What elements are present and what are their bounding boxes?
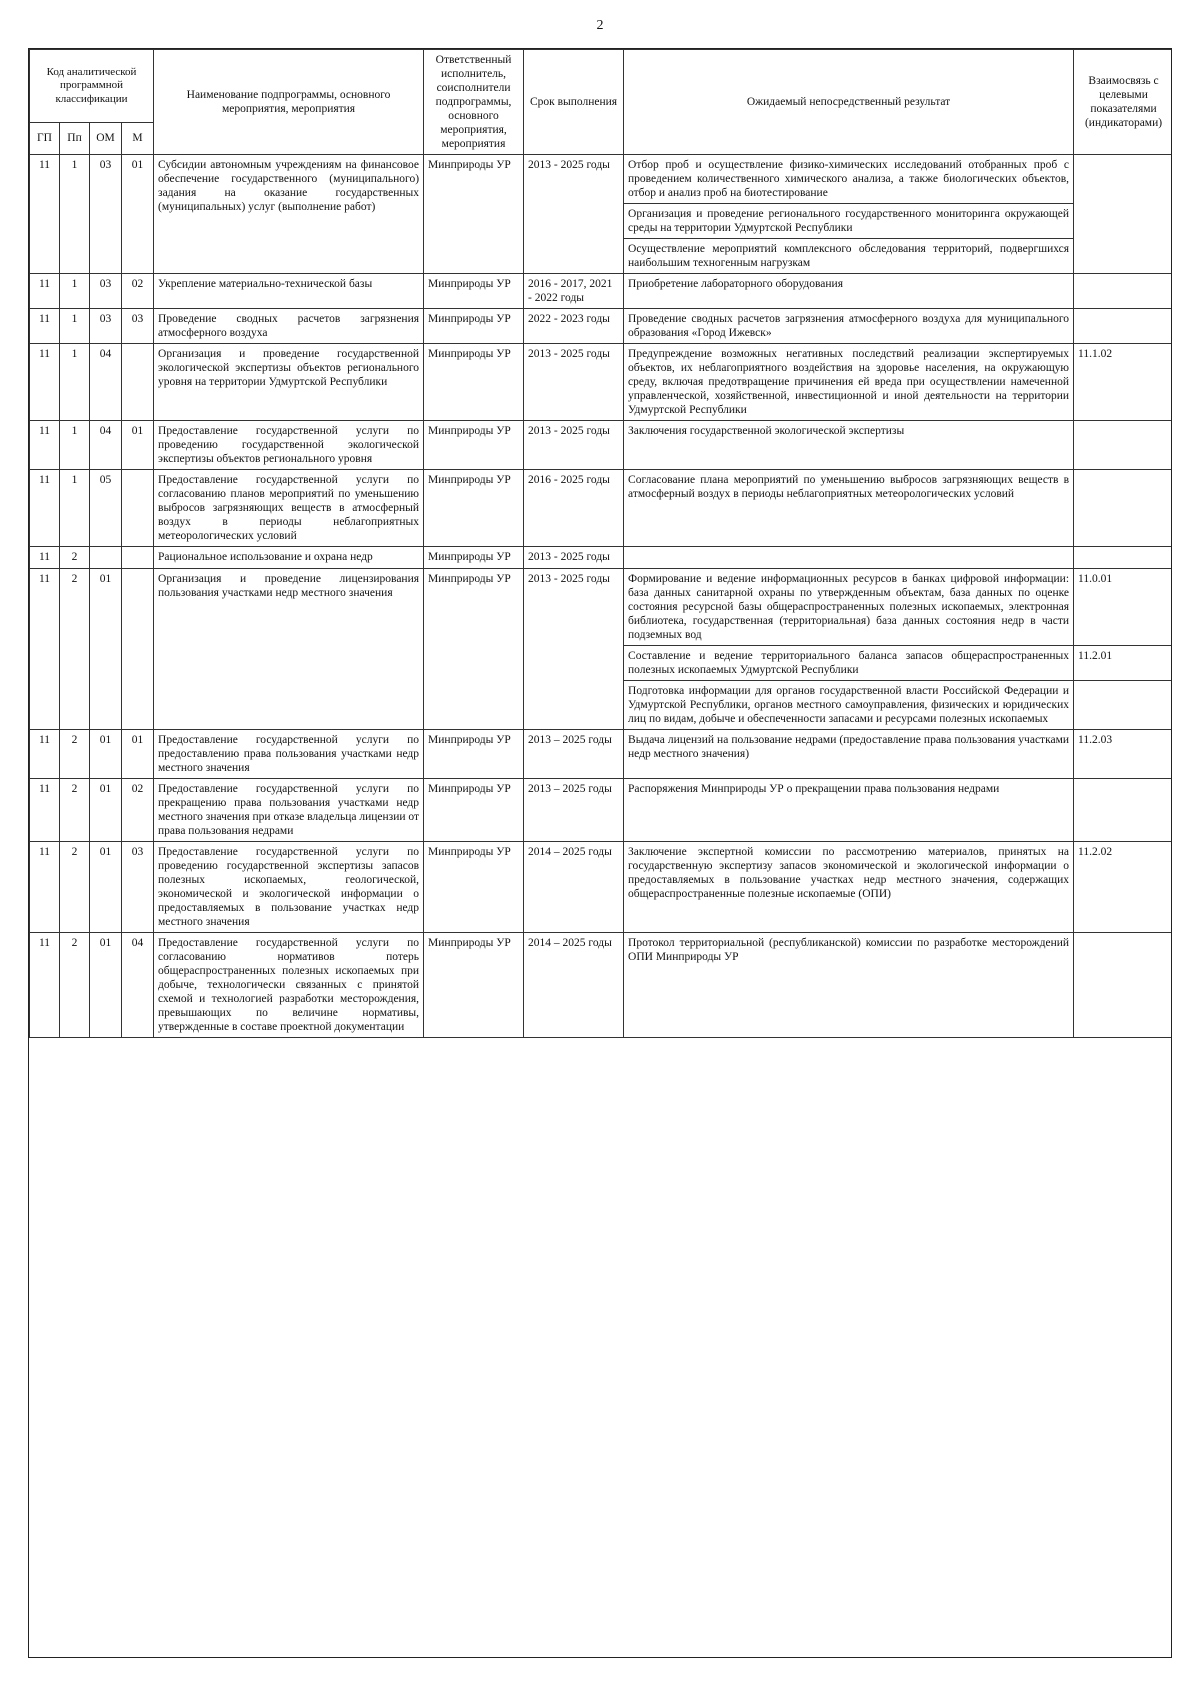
- cell-result: Проведение сводных расчетов загрязнения атмосферного воздуха для муниципального образования «Город Ижевск»: [624, 309, 1074, 344]
- cell-pp: 1: [60, 309, 90, 344]
- cell-indicator: [1074, 680, 1172, 729]
- cell-executor: Минприроды УР: [424, 841, 524, 932]
- cell-m: 02: [122, 274, 154, 309]
- cell-indicator: [1074, 778, 1172, 841]
- cell-om: 04: [90, 421, 122, 470]
- cell-period: 2016 - 2025 годы: [524, 470, 624, 547]
- cell-gp: 11: [30, 778, 60, 841]
- cell-pp: 2: [60, 729, 90, 778]
- table-row: [30, 568, 1173, 645]
- cell-executor: Минприроды УР: [424, 932, 524, 1037]
- header-result: Ожидаемый непосредственный результат: [624, 50, 1074, 155]
- cell-executor: Минприроды УР: [424, 274, 524, 309]
- cell-executor: Минприроды УР: [424, 729, 524, 778]
- table-row: [30, 421, 1173, 470]
- cell-pp: 2: [60, 841, 90, 932]
- cell-m: 03: [122, 309, 154, 344]
- cell-result: Подготовка информации для органов государственной власти Российской Федерации и Удмуртской Республики, органов местного самоуправления, физических и юридических лиц по видам, добыче и обеспеченности запасами и ресурсами полезных ископаемых: [624, 680, 1074, 729]
- cell-executor: Минприроды УР: [424, 309, 524, 344]
- cell-m: 02: [122, 778, 154, 841]
- cell-om: 03: [90, 309, 122, 344]
- cell-indicator: [1074, 309, 1172, 344]
- cell-om: 01: [90, 729, 122, 778]
- cell-indicator: [1074, 274, 1172, 309]
- cell-gp: 11: [30, 841, 60, 932]
- cell-m: 04: [122, 932, 154, 1037]
- cell-pp: 1: [60, 421, 90, 470]
- cell-name: Проведение сводных расчетов загрязнения атмосферного воздуха: [154, 309, 424, 344]
- cell-indicator: 11.1.02: [1074, 344, 1172, 421]
- cell-om: 05: [90, 470, 122, 547]
- cell-gp: 11: [30, 470, 60, 547]
- cell-gp: 11: [30, 547, 60, 568]
- table-row: [30, 932, 1173, 1037]
- cell-executor: Минприроды УР: [424, 547, 524, 568]
- header-gp: ГП: [30, 122, 60, 154]
- cell-name: Рациональное использование и охрана недр: [154, 547, 424, 568]
- cell-m: [122, 568, 154, 729]
- table-row: [30, 547, 1173, 568]
- table-row: [30, 841, 1173, 932]
- page-number: 2: [596, 18, 604, 33]
- cell-pp: 1: [60, 344, 90, 421]
- cell-gp: 11: [30, 568, 60, 729]
- cell-result: Заключения государственной экологической экспертизы: [624, 421, 1074, 470]
- cell-indicator: [1074, 421, 1172, 470]
- header-om: ОМ: [90, 122, 122, 154]
- cell-executor: Минприроды УР: [424, 344, 524, 421]
- cell-gp: 11: [30, 155, 60, 274]
- cell-om: 04: [90, 344, 122, 421]
- header-indicator: Взаимосвязь с целевыми показателями (индикаторами): [1074, 50, 1172, 155]
- cell-gp: 11: [30, 421, 60, 470]
- cell-pp: 2: [60, 932, 90, 1037]
- cell-period: 2022 - 2023 годы: [524, 309, 624, 344]
- cell-period: 2013 - 2025 годы: [524, 421, 624, 470]
- cell-name: Организация и проведение лицензирования пользования участками недр местного значения: [154, 568, 424, 729]
- cell-name: Субсидии автономным учреждениям на финансовое обеспечение государственного (муниципального) задания на оказание государственных (муниципальных) услуг (выполнение работ): [154, 155, 424, 274]
- cell-period: 2013 - 2025 годы: [524, 344, 624, 421]
- cell-period: 2013 - 2025 годы: [524, 547, 624, 568]
- header-period: Срок выполнения: [524, 50, 624, 155]
- cell-indicator: [1074, 155, 1172, 274]
- table-row: [30, 344, 1173, 421]
- cell-indicator: 11.0.01: [1074, 568, 1172, 645]
- cell-period: 2013 – 2025 годы: [524, 778, 624, 841]
- cell-om: 01: [90, 568, 122, 729]
- cell-name: Организация и проведение государственной экологической экспертизы объектов регионального уровня на территории Удмуртской Республики: [154, 344, 424, 421]
- header-m: М: [122, 122, 154, 154]
- cell-result: Осуществление мероприятий комплексного обследования территорий, подвергшихся наибольшим техногенным нагрузкам: [624, 239, 1074, 274]
- header-executor: Ответственный исполнитель, соисполнители подпрограммы, основного мероприятия, мероприятия: [424, 50, 524, 155]
- cell-executor: Минприроды УР: [424, 568, 524, 729]
- cell-indicator: [1074, 547, 1172, 568]
- cell-indicator: 11.2.02: [1074, 841, 1172, 932]
- cell-indicator: [1074, 470, 1172, 547]
- header-name: Наименование подпрограммы, основного мероприятия, мероприятия: [154, 50, 424, 155]
- cell-om: [90, 547, 122, 568]
- cell-indicator: [1074, 932, 1172, 1037]
- cell-result: Выдача лицензий на пользование недрами (предоставление права пользования участками недр местного значения): [624, 729, 1074, 778]
- cell-name: Предоставление государственной услуги по предоставлению права пользования участками недр местного значения: [154, 729, 424, 778]
- cell-m: 01: [122, 421, 154, 470]
- cell-indicator: 11.2.01: [1074, 645, 1172, 680]
- cell-name: Укрепление материально-технической базы: [154, 274, 424, 309]
- cell-result: Заключение экспертной комиссии по рассмотрению материалов, принятых на государственную экспертизу запасов экономической и экологической информации о предоставляемых в пользование участках недр местного значения, содержащих общераспространенные полезные ископаемые (ОПИ): [624, 841, 1074, 932]
- table-row: [30, 155, 1173, 204]
- cell-period: 2014 – 2025 годы: [524, 932, 624, 1037]
- cell-m: 01: [122, 729, 154, 778]
- cell-pp: 2: [60, 547, 90, 568]
- header-pp: Пп: [60, 122, 90, 154]
- cell-period: 2014 – 2025 годы: [524, 841, 624, 932]
- cell-m: [122, 470, 154, 547]
- cell-result: Предупреждение возможных негативных последствий реализации экспертируемых объектов, их неблагоприятного воздействия на здоровье населения, на окружающую среду, включая предотвращение причинения ей вреда при осуществлении намеченной управленческой, хозяйственной, инвестиционной и иной деятельности на территории Удмуртской Республики: [624, 344, 1074, 421]
- cell-om: 01: [90, 841, 122, 932]
- cell-name: Предоставление государственной услуги по проведению государственной экологической экспертизы объектов регионального уровня: [154, 421, 424, 470]
- cell-name: Предоставление государственной услуги по прекращению права пользования участками недр местного значения при отказе владельца лицензии от права пользования недрами: [154, 778, 424, 841]
- cell-om: 03: [90, 274, 122, 309]
- table-row: [30, 309, 1173, 344]
- cell-period: 2013 – 2025 годы: [524, 729, 624, 778]
- cell-pp: 1: [60, 274, 90, 309]
- cell-result: Отбор проб и осуществление физико-химических исследований отобранных проб с проведением количественного химического анализа, а также биологических объектов, отбор и анализ проб на биотестирование: [624, 155, 1074, 204]
- cell-m: [122, 547, 154, 568]
- table-row: [30, 729, 1173, 778]
- header-row-1: [30, 50, 1173, 123]
- cell-gp: 11: [30, 729, 60, 778]
- cell-result: Протокол территориальной (республиканской) комиссии по разработке месторождений ОПИ Минприроды УР: [624, 932, 1074, 1037]
- cell-name: Предоставление государственной услуги по согласованию планов мероприятий по уменьшению выбросов загрязняющих веществ в атмосферный воздух в периоды неблагоприятных метеорологических условий: [154, 470, 424, 547]
- cell-period: 2013 - 2025 годы: [524, 155, 624, 274]
- cell-period: 2013 - 2025 годы: [524, 568, 624, 729]
- cell-m: [122, 344, 154, 421]
- table-row: [30, 470, 1173, 547]
- cell-result: Формирование и ведение информационных ресурсов в банках цифровой информации: база данных санитарной охраны по утвержденным объектам, база данных по оценке состояния ресурсной базы общераспространенных полезных ископаемых, электронная библиотека, государственная (территориальная) база данных состояния недр в части подземных вод: [624, 568, 1074, 645]
- cell-om: 03: [90, 155, 122, 274]
- cell-executor: Минприроды УР: [424, 778, 524, 841]
- cell-result: Приобретение лабораторного оборудования: [624, 274, 1074, 309]
- table-row: [30, 274, 1173, 309]
- cell-gp: 11: [30, 344, 60, 421]
- cell-gp: 11: [30, 932, 60, 1037]
- cell-period: 2016 - 2017, 2021 - 2022 годы: [524, 274, 624, 309]
- cell-om: 01: [90, 778, 122, 841]
- cell-indicator: 11.2.03: [1074, 729, 1172, 778]
- cell-result: [624, 547, 1074, 568]
- cell-pp: 2: [60, 568, 90, 729]
- cell-result: Составление и ведение территориального баланса запасов общераспространенных полезных ископаемых Удмуртской Республики: [624, 645, 1074, 680]
- cell-name: Предоставление государственной услуги по согласованию нормативов потерь общераспространенных полезных ископаемых при добыче, технологически связанных с принятой схемой и технологией разработки месторождения, превышающих по величине нормативы, утвержденные в составе проектной документации: [154, 932, 424, 1037]
- cell-result: Распоряжения Минприроды УР о прекращении права пользования недрами: [624, 778, 1074, 841]
- cell-executor: Минприроды УР: [424, 421, 524, 470]
- cell-pp: 1: [60, 155, 90, 274]
- program-table-frame: [28, 48, 1172, 1658]
- program-activities-table: [29, 49, 1172, 1038]
- cell-gp: 11: [30, 274, 60, 309]
- cell-result: Организация и проведение регионального государственного мониторинга окружающей среды на территории Удмуртской Республики: [624, 204, 1074, 239]
- cell-om: 01: [90, 932, 122, 1037]
- header-code-group: Код аналитической программной классификации: [30, 50, 154, 123]
- cell-result: Согласование плана мероприятий по уменьшению выбросов загрязняющих веществ в атмосферный воздух в периоды неблагоприятных метеорологических условий: [624, 470, 1074, 547]
- cell-pp: 2: [60, 778, 90, 841]
- cell-m: 03: [122, 841, 154, 932]
- cell-executor: Минприроды УР: [424, 470, 524, 547]
- cell-executor: Минприроды УР: [424, 155, 524, 274]
- cell-m: 01: [122, 155, 154, 274]
- cell-gp: 11: [30, 309, 60, 344]
- table-row: [30, 778, 1173, 841]
- cell-name: Предоставление государственной услуги по проведению государственной экспертизы запасов полезных ископаемых, геологической, экономической и экологической информации о предоставляемых в пользование участках недр местного значения: [154, 841, 424, 932]
- cell-pp: 1: [60, 470, 90, 547]
